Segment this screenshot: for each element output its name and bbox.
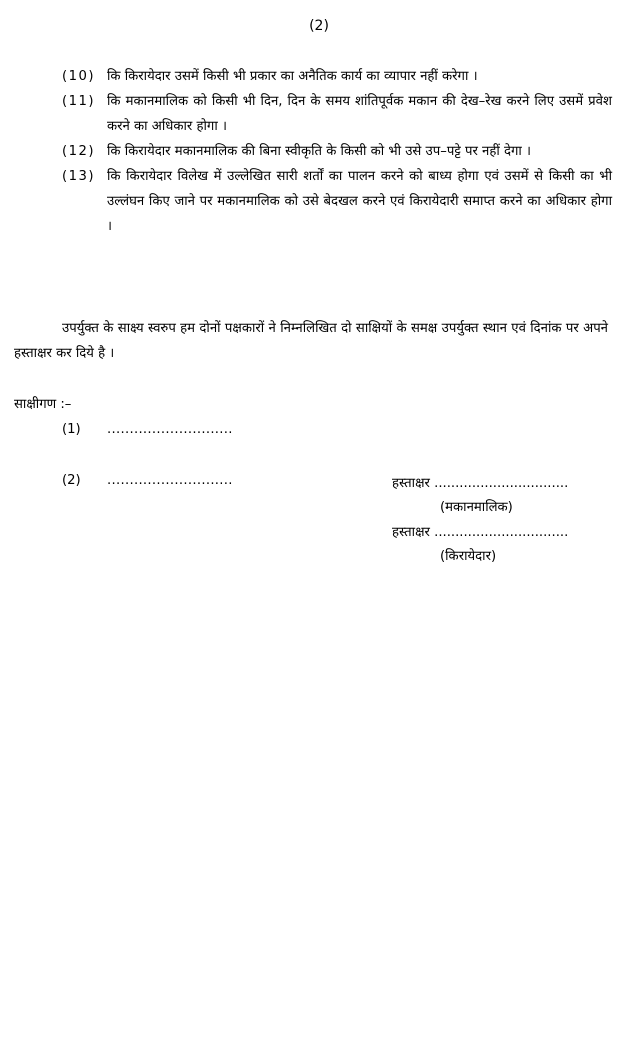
witnesses-heading: साक्षीगण :– (14, 397, 72, 412)
clause-text: कि किरायेदार मकानमालिक की बिना स्वीकृति के किसी को भी उसे उप–पट्टे पर नहीं देगा । (107, 144, 532, 159)
landlord-role: (मकानमालिक) (440, 500, 513, 515)
clause-11 (62, 89, 612, 139)
clause-13 (62, 164, 612, 239)
clause-12 (62, 139, 612, 164)
tenant-role: (किरायेदार) (440, 549, 497, 564)
clause-number: (13) (62, 169, 96, 184)
clause-text: कि मकानमालिक को किसी भी दिन, दिन के समय शांतिपूर्वक मकान की देख–रेख करने लिए उसमें प्रवेश करने का अधिकार होगा । (107, 94, 612, 134)
signature-line: ................................ (434, 476, 569, 491)
signature-line: ................................ (434, 525, 569, 540)
statement-text: उपर्युक्त के साक्ष्य स्वरुप हम दोनों पक्षकारों ने निम्नलिखित दो साक्षियों के समक्ष उपर्युक्त स्थान एवं दिनांक पर अपने हस्ताक्षर कर दिये है । (14, 321, 608, 361)
clause-number: (11) (62, 94, 96, 109)
signature-label: हस्ताक्षर (392, 525, 430, 540)
witness-number: (1) (62, 422, 81, 437)
clause-10 (62, 64, 612, 89)
clause-number: (10) (62, 69, 96, 84)
witness-signature-line: ............................ (107, 473, 233, 488)
witness-number: (2) (62, 473, 81, 488)
witness-signature-line: ............................ (107, 422, 233, 437)
clause-list (62, 64, 612, 239)
clause-number: (12) (62, 144, 96, 159)
clause-text: कि किरायेदार विलेख में उल्लेखित सारी शर्तों का पालन करने को बाध्य होगा एवं उसमें से किसी का भी उल्लंघन किए जाने पर मकानमालिक को उसे बेदखल करने एवं किरायेदारी समाप्त करने का अधिकार होगा । (107, 169, 612, 234)
signature-label: हस्ताक्षर (392, 476, 430, 491)
clause-text: कि किरायेदार उसमें किसी भी प्रकार का अनैतिक कार्य का व्यापार नहीं करेगा । (107, 69, 478, 84)
page-number: (2) (309, 18, 329, 34)
tenant-signature (392, 522, 568, 540)
landlord-signature (392, 473, 568, 491)
witness-statement (14, 316, 608, 366)
